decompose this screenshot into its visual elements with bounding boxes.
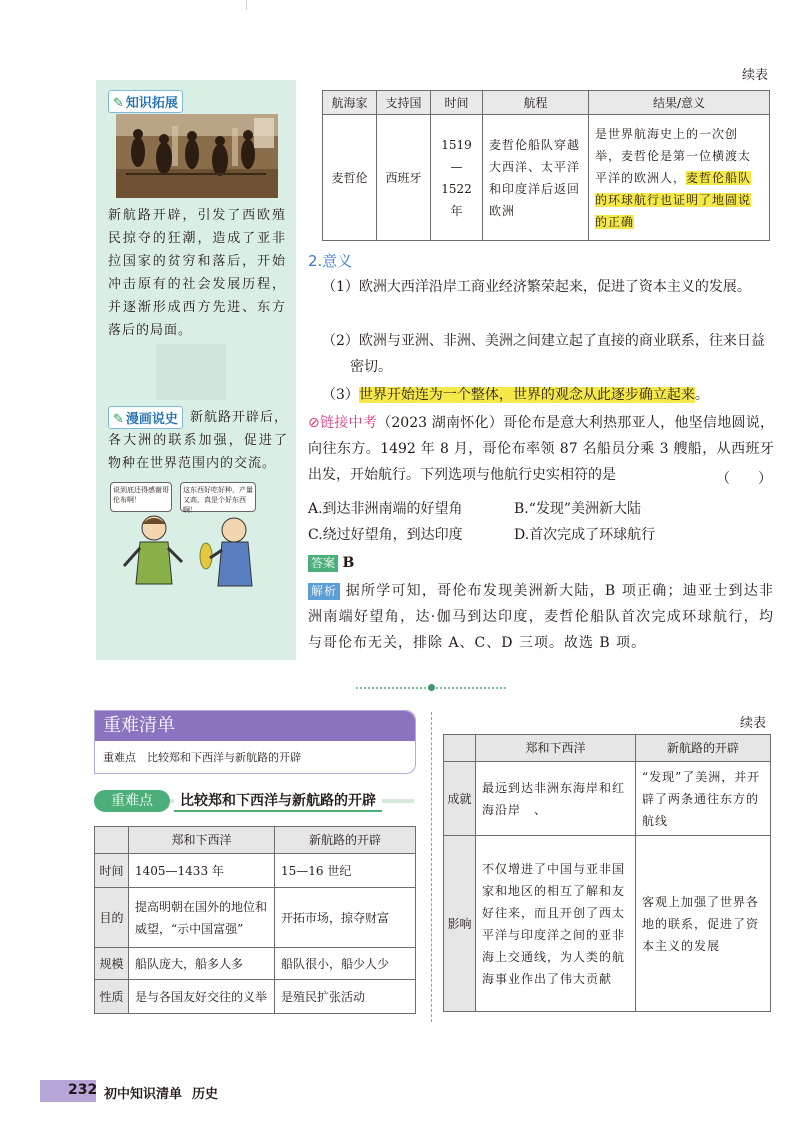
table-cell: 不仅增进了中国与亚非国家和地区的相互了解和友好往来，而且开创了西太平洋与印度洋之间的亚非海上交通线，为人类的航海事业作出了伟大贡献 bbox=[476, 836, 636, 1012]
book-title: 初中知识清单 bbox=[104, 1087, 183, 1102]
table-header: 时间 bbox=[431, 91, 483, 115]
continued-label: 续表 bbox=[742, 68, 769, 83]
significance-item-2: （2）欧洲与亚洲、非洲、美洲之间建立起了直接的商业联系，往来日益密切。 bbox=[322, 333, 765, 375]
table-header: 航程 bbox=[483, 91, 589, 115]
divider-dot bbox=[428, 684, 435, 691]
faded-figure bbox=[156, 344, 226, 400]
row-label: 时间 bbox=[95, 854, 129, 888]
item-prefix: （3） bbox=[322, 387, 359, 403]
key-point-header bbox=[94, 788, 416, 814]
table-header: 郑和下西洋 bbox=[476, 735, 636, 762]
analysis-badge: 解析 bbox=[308, 583, 340, 600]
table-cell: 提高明朝在国外的地位和威望，“示中国富强” bbox=[129, 888, 275, 948]
key-section-subtitle: 重难点 比较郑和下西洋与新航路的开辟 bbox=[103, 751, 301, 764]
result-highlight: 麦哲伦船队的环球航行也证明了地圆说的正确 bbox=[595, 170, 752, 229]
answer-badge: 答案 bbox=[308, 555, 338, 572]
table-cell: 1519—1522 年 bbox=[431, 115, 483, 241]
table-cell-result bbox=[589, 115, 770, 241]
comic-text: 新航路开辟后，各大洲的联系加强，促进了物种在世界范围内的交流。 bbox=[108, 410, 289, 471]
table-cell: 开拓市场，掠夺财富 bbox=[275, 888, 416, 948]
analysis bbox=[308, 578, 774, 656]
result-text: 是世界航海史上的一次创举，麦哲伦是第一位横渡太平洋的欧洲人， bbox=[595, 126, 752, 185]
knowledge-tag bbox=[108, 90, 183, 113]
key-point-title: 比较郑和下西洋与新航路的开辟 bbox=[174, 790, 382, 812]
row-label: 目的 bbox=[95, 888, 129, 948]
row-label: 规模 bbox=[95, 948, 129, 980]
table-cell: 最远到达非洲东海岸和红海沿岸 、 bbox=[476, 762, 636, 836]
item-highlight: 世界开始连为一个整体，世界的观念从此逐步确立起来 bbox=[358, 387, 695, 403]
link-icon: ⊘ bbox=[308, 415, 320, 431]
table-header: 结果/意义 bbox=[589, 91, 770, 115]
exam-link-label: 链接中考 bbox=[319, 415, 378, 431]
key-point-tag: 重难点 bbox=[94, 790, 170, 812]
speech-bubble-left: 说到底还得感谢哥伦布啊！ bbox=[110, 482, 172, 512]
continued-label: 续表 bbox=[740, 716, 767, 731]
knowledge-text: 新航路开辟，引发了西欧殖民掠夺的狂潮，造成了亚非拉国家的贫穷和落后，开始冲击原有的社会发展历程，并逐渐形成西方先进、东方落后的局面。 bbox=[108, 208, 286, 338]
comparison-table bbox=[94, 826, 416, 1014]
question-text: （2023 湖南怀化）哥伦布是意大利热那亚人，他坚信地圆说，向往东方。1492 年 8 月，哥伦布率领 87 名船员分乘 3 艘船，从西班牙出发，开始航行。下列选项与他航行史实相符的是 bbox=[308, 415, 775, 483]
answer-line bbox=[308, 550, 354, 576]
comic-illustration bbox=[110, 480, 290, 592]
answer-paren: （ ） bbox=[716, 471, 772, 487]
sidebar bbox=[96, 80, 296, 660]
table-cell: 1405—1433 年 bbox=[129, 854, 275, 888]
comic-icon: ✎ bbox=[113, 412, 124, 427]
option-b: B.“发现”美洲新大陆 bbox=[514, 501, 642, 517]
knowledge-tag-label: 知识拓展 bbox=[125, 96, 178, 111]
comic-tag-label: 漫画说史 bbox=[125, 412, 178, 427]
table-header: 郑和下西洋 bbox=[129, 827, 275, 854]
table-header bbox=[95, 827, 129, 854]
table-cell: 麦哲伦 bbox=[323, 115, 377, 241]
table-header: 新航路的开辟 bbox=[275, 827, 416, 854]
row-label: 影响 bbox=[444, 836, 476, 1012]
page-footer bbox=[40, 1080, 240, 1102]
key-section-box bbox=[94, 710, 416, 774]
table-cell: 是与各国友好交往的义举 bbox=[129, 980, 275, 1014]
answer-value: B bbox=[342, 555, 355, 571]
lightbulb-icon: ✎ bbox=[113, 96, 124, 111]
row-label: 成就 bbox=[444, 762, 476, 836]
table-cell: 15—16 世纪 bbox=[275, 854, 416, 888]
voyage-table bbox=[322, 90, 770, 241]
column-divider bbox=[431, 712, 432, 1022]
section-heading: 2.意义 bbox=[308, 252, 353, 270]
table-header: 支持国 bbox=[377, 91, 431, 115]
row-label: 性质 bbox=[95, 980, 129, 1014]
item-suffix: 。 bbox=[694, 387, 709, 403]
table-cell: 客观上加强了世界各地的联系，促进了资本主义的发展 bbox=[636, 836, 771, 1012]
table-header: 航海家 bbox=[323, 91, 377, 115]
key-section-title: 重难清单 bbox=[95, 711, 415, 741]
comparison-table-continued bbox=[443, 734, 771, 1012]
crop-mark bbox=[246, 0, 247, 10]
table-cell: 是殖民扩张活动 bbox=[275, 980, 416, 1014]
slave-trade-illustration bbox=[116, 114, 278, 198]
table-cell: 船队庞大，船多人多 bbox=[129, 948, 275, 980]
table-header: 新航路的开辟 bbox=[636, 735, 771, 762]
significance-item-3 bbox=[322, 382, 772, 408]
speech-bubble-right: 这东西好吃好种，产量又高，真是个好东西啊！ bbox=[180, 482, 256, 512]
option-d: D.首次完成了环球航行 bbox=[514, 527, 656, 543]
table-cell: 西班牙 bbox=[377, 115, 431, 241]
table-cell: “发现”了美洲，并开辟了两条通往东方的航线 bbox=[636, 762, 771, 836]
option-a: A.到达非洲南端的好望角 bbox=[308, 501, 463, 517]
significance-item-1: （1）欧洲大西洋沿岸工商业经济繁荣起来，促进了资本主义的发展。 bbox=[322, 279, 751, 295]
table-cell: 麦哲伦船队穿越大西洋、太平洋和印度洋后返回欧洲 bbox=[483, 115, 589, 241]
table-header bbox=[444, 735, 476, 762]
analysis-text: 据所学可知，哥伦布发现美洲新大陆，B 项正确；迪亚士到达非洲南端好望角，达·伽马到达印度，麦哲伦船队首次完成环球航行，均与哥伦布无关，排除 A、C、D 三项。故选 B 项。 bbox=[308, 583, 774, 651]
exam-question bbox=[308, 410, 774, 488]
option-c: C.绕过好望角，到达印度 bbox=[308, 527, 463, 543]
subject: 历史 bbox=[192, 1087, 219, 1102]
page-number: 232 bbox=[68, 1082, 98, 1098]
table-cell: 船队很小，船少人少 bbox=[275, 948, 416, 980]
